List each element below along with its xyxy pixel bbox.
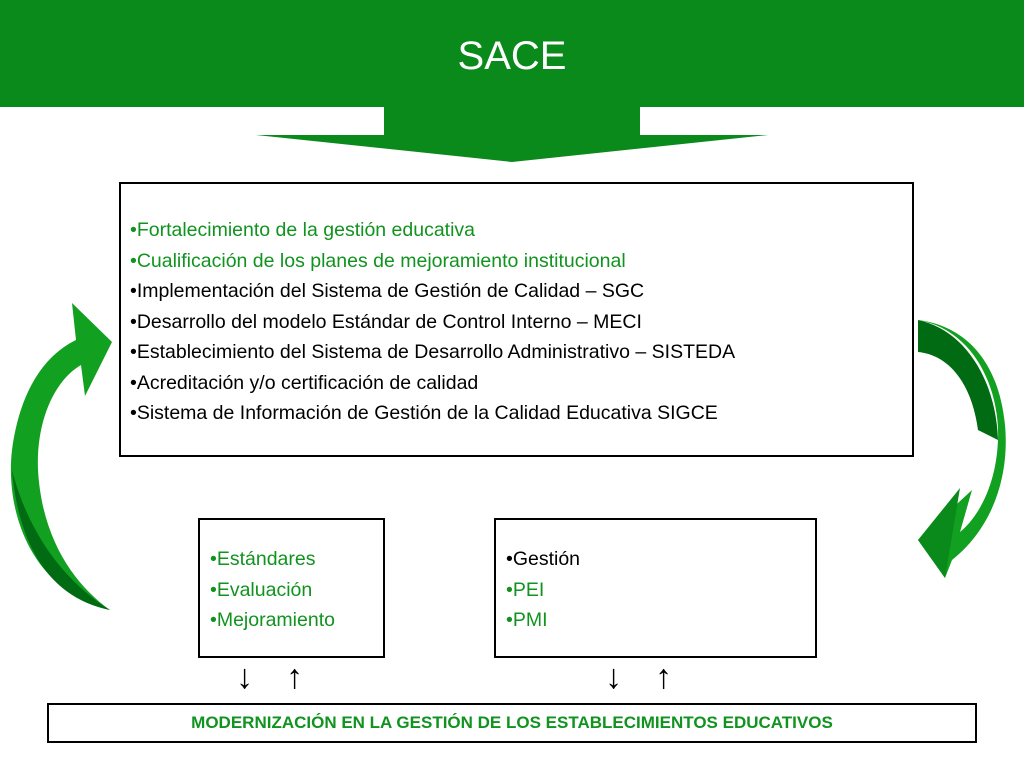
management-item: •PEI: [506, 578, 545, 601]
objective-item: •Establecimiento del Sistema de Desarrollo Administrativo – SISTEDA: [130, 341, 736, 363]
objective-item: •Sistema de Información de Gestión de la Calidad Educativa SIGCE: [130, 402, 718, 424]
modernization-label: MODERNIZACIÓN EN LA GESTIÓN DE LOS ESTABLECIMIENTOS EDUCATIVOS: [191, 713, 833, 732]
objective-item: •Desarrollo del modelo Estándar de Control Interno – MECI: [130, 310, 642, 333]
management-list: [506, 544, 815, 636]
standards-item: •Estándares: [210, 548, 316, 570]
objective-item: •Acreditación y/o certificación de calidad: [130, 371, 479, 394]
objective-item: •Fortalecimiento de la gestión educativa: [130, 219, 476, 241]
management-item: •PMI: [506, 609, 548, 631]
objective-item: •Implementación del Sistema de Gestión de Calidad – SGC: [130, 280, 645, 302]
right-curved-arrow-icon: [918, 320, 1006, 578]
standards-item: •Evaluación: [210, 578, 313, 601]
up-arrow-glyph: ↑: [655, 658, 672, 696]
down-arrow-icon: [256, 107, 768, 162]
objectives-list: [130, 215, 912, 429]
management-item: •Gestión: [506, 548, 581, 570]
standards-list: [210, 544, 383, 636]
down-arrow-glyph: ↓: [605, 658, 622, 696]
down-arrow-glyph: ↓: [236, 658, 253, 696]
up-arrow-glyph: ↑: [286, 658, 303, 696]
slide-title: SACE: [457, 34, 567, 78]
standards-item: •Mejoramiento: [210, 609, 335, 631]
modernization-box: [47, 703, 977, 743]
left-curved-arrow-icon: [11, 303, 112, 610]
standards-box: [198, 518, 385, 658]
objective-item: •Cualificación de los planes de mejoramiento institucional: [130, 249, 626, 272]
main-objectives-box: [119, 182, 914, 457]
management-box: [494, 518, 817, 658]
